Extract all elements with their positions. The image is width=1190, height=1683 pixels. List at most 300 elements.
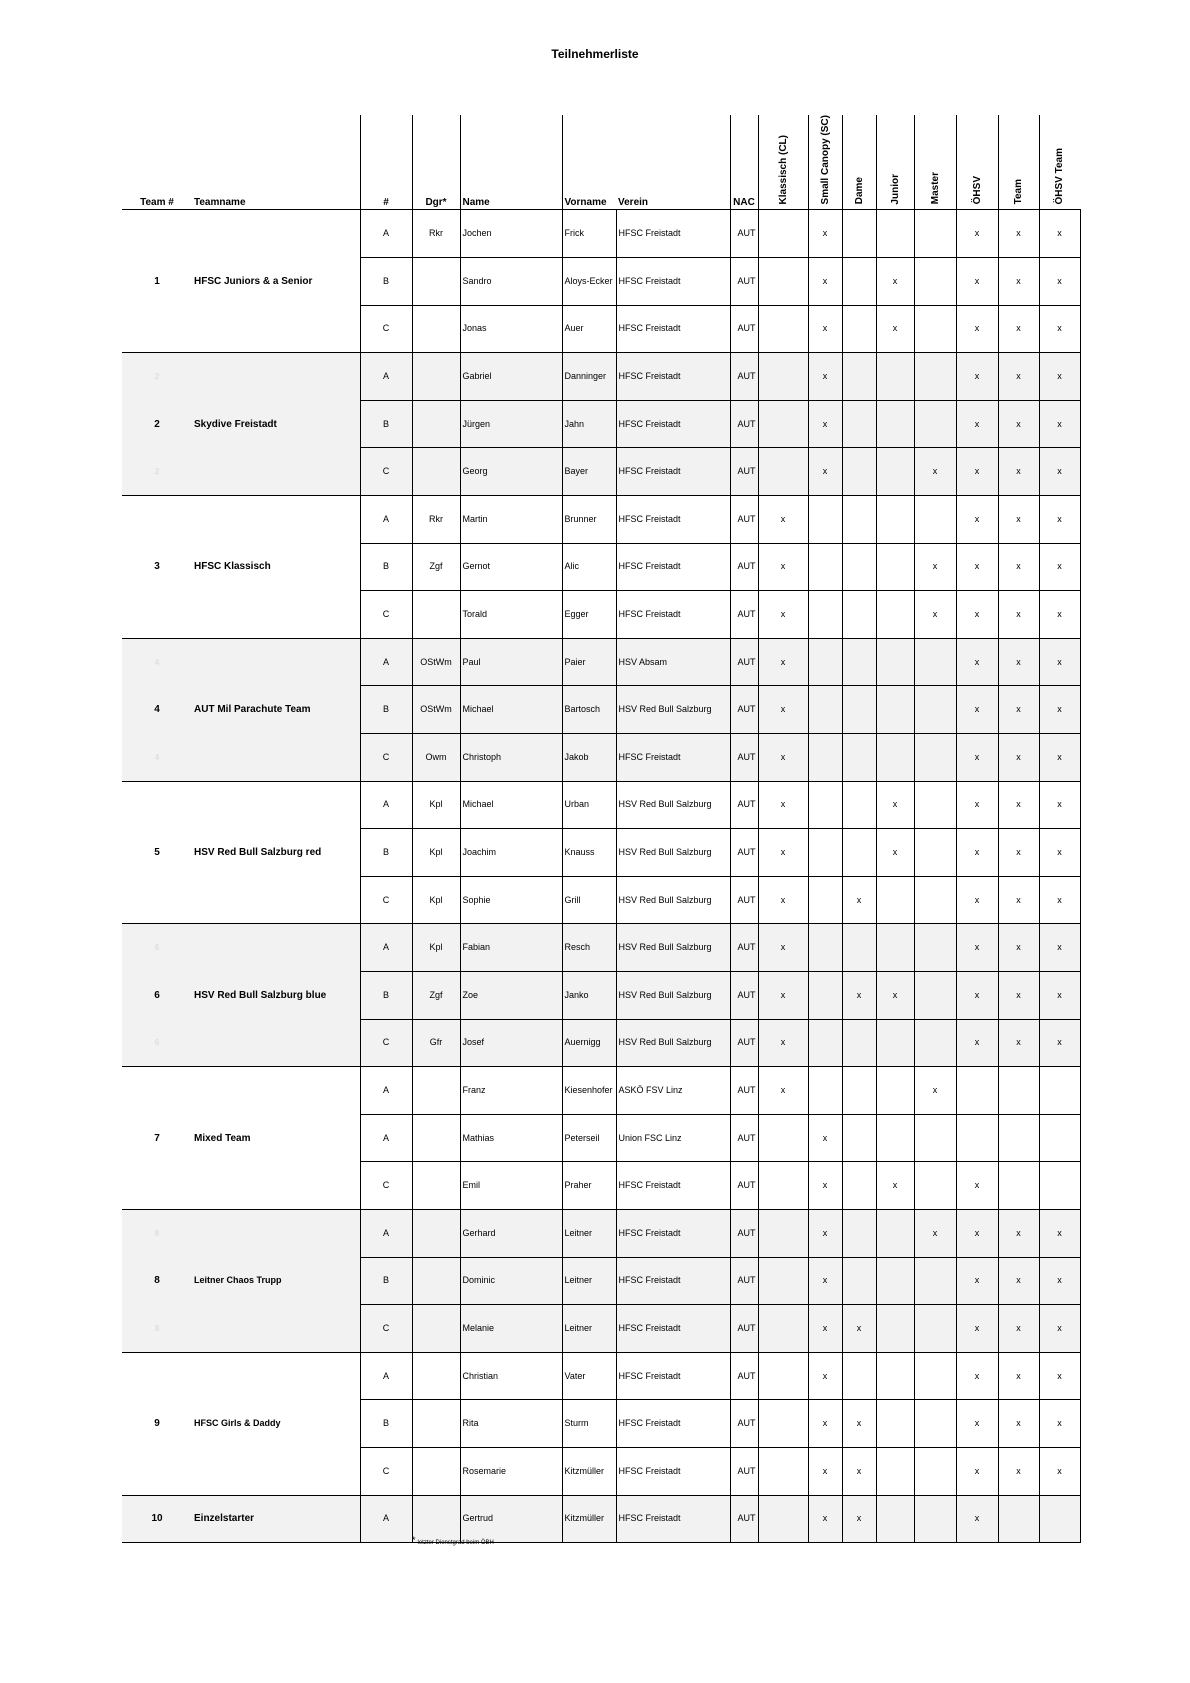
oehsv-team-mark: x bbox=[1039, 876, 1080, 924]
name: Dominic bbox=[460, 1257, 562, 1305]
header-jumper-number: # bbox=[360, 115, 412, 210]
small-canopy-mark bbox=[808, 1067, 842, 1115]
dame-mark: x bbox=[842, 1400, 876, 1448]
small-canopy-mark bbox=[808, 734, 842, 782]
junior-mark bbox=[876, 1067, 914, 1115]
klassisch-mark: x bbox=[758, 876, 808, 924]
name: Michael bbox=[460, 781, 562, 829]
name: Rita bbox=[460, 1400, 562, 1448]
name: Torald bbox=[460, 591, 562, 639]
nac: AUT bbox=[730, 638, 758, 686]
jumper-number: C bbox=[360, 1162, 412, 1210]
oehsv-team-mark: x bbox=[1039, 543, 1080, 591]
klassisch-mark bbox=[758, 400, 808, 448]
team-name: Skydive Freistadt bbox=[192, 353, 360, 496]
rank bbox=[412, 448, 460, 496]
team-mark: x bbox=[998, 1447, 1039, 1495]
junior-mark bbox=[876, 876, 914, 924]
oehsv-team-mark: x bbox=[1039, 924, 1080, 972]
klassisch-mark: x bbox=[758, 686, 808, 734]
team-number: 6 bbox=[122, 971, 192, 1019]
header-row bbox=[122, 115, 1080, 210]
oehsv-team-mark: x bbox=[1039, 1305, 1080, 1353]
jumper-number: C bbox=[360, 734, 412, 782]
team-mark: x bbox=[998, 353, 1039, 401]
name: Gernot bbox=[460, 543, 562, 591]
junior-mark bbox=[876, 496, 914, 544]
nac: AUT bbox=[730, 829, 758, 877]
team-mark: x bbox=[998, 1400, 1039, 1448]
page-title: Teilnehmerliste bbox=[551, 47, 639, 61]
jumper-number: C bbox=[360, 1019, 412, 1067]
jumper-number: C bbox=[360, 1447, 412, 1495]
team-name: HSV Red Bull Salzburg blue bbox=[192, 924, 360, 1067]
name: Joachim bbox=[460, 829, 562, 877]
junior-mark bbox=[876, 734, 914, 782]
jumper-number: A bbox=[360, 1114, 412, 1162]
header-name: Name bbox=[460, 115, 562, 210]
team-number-empty bbox=[122, 1067, 192, 1115]
oehsv-team-mark: x bbox=[1039, 734, 1080, 782]
team-mark: x bbox=[998, 400, 1039, 448]
team-mark bbox=[998, 1162, 1039, 1210]
team-number-faint: 2 bbox=[122, 353, 192, 401]
oehsv-team-mark: x bbox=[1039, 353, 1080, 401]
header-klassisch bbox=[758, 115, 808, 210]
rank: OStWm bbox=[412, 638, 460, 686]
klassisch-mark bbox=[758, 305, 808, 353]
team-number-faint: 8 bbox=[122, 1305, 192, 1353]
vorname: Bartosch bbox=[562, 686, 616, 734]
team-number-faint: 4 bbox=[122, 638, 192, 686]
oehsv-mark bbox=[956, 1114, 998, 1162]
dame-mark bbox=[842, 305, 876, 353]
header-teamname: Teamname bbox=[192, 115, 360, 210]
header-junior-label: Junior bbox=[889, 173, 901, 205]
jumper-number: A bbox=[360, 210, 412, 258]
vorname: Leitner bbox=[562, 1257, 616, 1305]
master-mark bbox=[914, 1400, 956, 1448]
rank: Rkr bbox=[412, 210, 460, 258]
klassisch-mark: x bbox=[758, 1019, 808, 1067]
small-canopy-mark: x bbox=[808, 1447, 842, 1495]
jumper-number: C bbox=[360, 1305, 412, 1353]
vorname: Knauss bbox=[562, 829, 616, 877]
small-canopy-mark: x bbox=[808, 258, 842, 306]
team-number-faint: 6 bbox=[122, 1019, 192, 1067]
small-canopy-mark bbox=[808, 1019, 842, 1067]
header-rank: Dgr* bbox=[412, 115, 460, 210]
klassisch-mark bbox=[758, 353, 808, 401]
oehsv-team-mark: x bbox=[1039, 686, 1080, 734]
team-number-faint: 8 bbox=[122, 1209, 192, 1257]
oehsv-mark: x bbox=[956, 1162, 998, 1210]
table-row bbox=[122, 496, 1080, 544]
team-mark bbox=[998, 1495, 1039, 1543]
name: Gertrud bbox=[460, 1495, 562, 1543]
team-name: AUT Mil Parachute Team bbox=[192, 638, 360, 781]
nac: AUT bbox=[730, 210, 758, 258]
jumper-number: A bbox=[360, 781, 412, 829]
team-number: 8 bbox=[122, 1257, 192, 1305]
junior-mark bbox=[876, 924, 914, 972]
klassisch-mark bbox=[758, 1209, 808, 1257]
header-klassisch-label: Klassisch (CL) bbox=[777, 135, 789, 205]
klassisch-mark bbox=[758, 1305, 808, 1353]
klassisch-mark: x bbox=[758, 496, 808, 544]
jumper-number: C bbox=[360, 448, 412, 496]
dame-mark bbox=[842, 353, 876, 401]
team-mark: x bbox=[998, 638, 1039, 686]
verein: HFSC Freistadt bbox=[616, 1495, 730, 1543]
oehsv-mark: x bbox=[956, 971, 998, 1019]
team-mark: x bbox=[998, 971, 1039, 1019]
master-mark bbox=[914, 1495, 956, 1543]
verein: HSV Red Bull Salzburg bbox=[616, 924, 730, 972]
klassisch-mark: x bbox=[758, 1067, 808, 1115]
rank bbox=[412, 1447, 460, 1495]
dame-mark: x bbox=[842, 1495, 876, 1543]
name: Martin bbox=[460, 496, 562, 544]
jumper-number: C bbox=[360, 876, 412, 924]
master-mark bbox=[914, 734, 956, 782]
oehsv-team-mark bbox=[1039, 1067, 1080, 1115]
dame-mark bbox=[842, 1352, 876, 1400]
master-mark: x bbox=[914, 448, 956, 496]
header-vorname: Vorname bbox=[562, 115, 616, 210]
rank: Owm bbox=[412, 734, 460, 782]
nac: AUT bbox=[730, 1305, 758, 1353]
header-verein: Verein bbox=[616, 115, 730, 210]
small-canopy-mark: x bbox=[808, 1257, 842, 1305]
participant-rows bbox=[122, 210, 1080, 1543]
nac: AUT bbox=[730, 1400, 758, 1448]
master-mark bbox=[914, 876, 956, 924]
team-number: 9 bbox=[154, 1418, 160, 1430]
name: Georg bbox=[460, 448, 562, 496]
jumper-number: A bbox=[360, 353, 412, 401]
junior-mark: x bbox=[876, 305, 914, 353]
oehsv-team-mark: x bbox=[1039, 210, 1080, 258]
jumper-number: A bbox=[360, 924, 412, 972]
oehsv-mark: x bbox=[956, 448, 998, 496]
rank: Zgf bbox=[412, 971, 460, 1019]
team-number: 7 bbox=[154, 1132, 160, 1144]
junior-mark: x bbox=[876, 1162, 914, 1210]
team-name: HFSC Girls & Daddy bbox=[192, 1352, 360, 1495]
master-mark bbox=[914, 781, 956, 829]
name: Gerhard bbox=[460, 1209, 562, 1257]
klassisch-mark bbox=[758, 448, 808, 496]
nac: AUT bbox=[730, 734, 758, 782]
small-canopy-mark bbox=[808, 638, 842, 686]
team-mark: x bbox=[998, 591, 1039, 639]
oehsv-mark: x bbox=[956, 781, 998, 829]
verein: HSV Red Bull Salzburg bbox=[616, 876, 730, 924]
vorname: Janko bbox=[562, 971, 616, 1019]
dame-mark bbox=[842, 734, 876, 782]
verein: HSV Red Bull Salzburg bbox=[616, 781, 730, 829]
nac: AUT bbox=[730, 448, 758, 496]
header-dame bbox=[842, 115, 876, 210]
team-mark: x bbox=[998, 924, 1039, 972]
oehsv-mark: x bbox=[956, 1209, 998, 1257]
verein: HSV Red Bull Salzburg bbox=[616, 971, 730, 1019]
small-canopy-mark: x bbox=[808, 1305, 842, 1353]
dame-mark bbox=[842, 400, 876, 448]
verein: HFSC Freistadt bbox=[616, 1305, 730, 1353]
table-row bbox=[122, 1495, 1080, 1543]
junior-mark bbox=[876, 1257, 914, 1305]
rank: Gfr bbox=[412, 1019, 460, 1067]
master-mark bbox=[914, 400, 956, 448]
table-row bbox=[122, 353, 1080, 401]
junior-mark bbox=[876, 1495, 914, 1543]
master-mark bbox=[914, 1257, 956, 1305]
vorname: Sturm bbox=[562, 1400, 616, 1448]
team-name: HSV Red Bull Salzburg red bbox=[192, 781, 360, 924]
team-name: HFSC Juniors & a Senior bbox=[192, 210, 360, 353]
dame-mark bbox=[842, 638, 876, 686]
nac: AUT bbox=[730, 924, 758, 972]
name: Emil bbox=[460, 1162, 562, 1210]
dame-mark: x bbox=[842, 1305, 876, 1353]
verein: HFSC Freistadt bbox=[616, 305, 730, 353]
small-canopy-mark: x bbox=[808, 400, 842, 448]
name: Jochen bbox=[460, 210, 562, 258]
jumper-number: A bbox=[360, 1209, 412, 1257]
vorname: Leitner bbox=[562, 1305, 616, 1353]
vorname: Frick bbox=[562, 210, 616, 258]
header-oehsv-label: ÖHSV bbox=[971, 176, 983, 205]
oehsv-team-mark: x bbox=[1039, 1400, 1080, 1448]
jumper-number: A bbox=[360, 1495, 412, 1543]
rank bbox=[412, 305, 460, 353]
oehsv-team-mark bbox=[1039, 1162, 1080, 1210]
team-number-empty bbox=[122, 1447, 192, 1495]
rank bbox=[412, 1305, 460, 1353]
rank bbox=[412, 400, 460, 448]
verein: HFSC Freistadt bbox=[616, 734, 730, 782]
junior-mark bbox=[876, 686, 914, 734]
rank: Zgf bbox=[412, 543, 460, 591]
rank bbox=[412, 258, 460, 306]
dame-mark bbox=[842, 591, 876, 639]
verein: HSV Absam bbox=[616, 638, 730, 686]
rank bbox=[412, 1162, 460, 1210]
team-number: 5 bbox=[154, 846, 160, 858]
oehsv-mark: x bbox=[956, 638, 998, 686]
header-team-label: Team bbox=[1013, 179, 1024, 205]
name: Michael bbox=[460, 686, 562, 734]
small-canopy-mark: x bbox=[808, 448, 842, 496]
oehsv-team-mark: x bbox=[1039, 781, 1080, 829]
jumper-number: A bbox=[360, 1352, 412, 1400]
master-mark bbox=[914, 971, 956, 1019]
rank bbox=[412, 1209, 460, 1257]
nac: AUT bbox=[730, 543, 758, 591]
master-mark bbox=[914, 686, 956, 734]
oehsv-mark: x bbox=[956, 876, 998, 924]
small-canopy-mark: x bbox=[808, 1400, 842, 1448]
junior-mark bbox=[876, 1305, 914, 1353]
klassisch-mark: x bbox=[758, 829, 808, 877]
verein: HFSC Freistadt bbox=[616, 1209, 730, 1257]
team-mark: x bbox=[998, 496, 1039, 544]
name: Paul bbox=[460, 638, 562, 686]
rank: Rkr bbox=[412, 496, 460, 544]
oehsv-team-mark: x bbox=[1039, 448, 1080, 496]
header-small-canopy-label: Small Canopy (SC) bbox=[819, 115, 831, 205]
rank bbox=[412, 1352, 460, 1400]
header-team-number: Team # bbox=[122, 115, 192, 210]
name: Sophie bbox=[460, 876, 562, 924]
team-number-empty bbox=[122, 781, 192, 829]
verein: HFSC Freistadt bbox=[616, 496, 730, 544]
verein: HSV Red Bull Salzburg bbox=[616, 686, 730, 734]
rank: Kpl bbox=[412, 876, 460, 924]
dame-mark bbox=[842, 781, 876, 829]
klassisch-mark: x bbox=[758, 591, 808, 639]
junior-mark bbox=[876, 1352, 914, 1400]
team-number-empty bbox=[122, 1352, 192, 1400]
table-row bbox=[122, 1352, 1080, 1400]
rank: Kpl bbox=[412, 781, 460, 829]
team-mark: x bbox=[998, 1305, 1039, 1353]
oehsv-mark: x bbox=[956, 591, 998, 639]
oehsv-mark: x bbox=[956, 1305, 998, 1353]
vorname: Kiesenhofer bbox=[562, 1067, 616, 1115]
junior-mark bbox=[876, 448, 914, 496]
jumper-number: B bbox=[360, 400, 412, 448]
small-canopy-mark bbox=[808, 829, 842, 877]
dame-mark: x bbox=[842, 876, 876, 924]
name: Christoph bbox=[460, 734, 562, 782]
jumper-number: A bbox=[360, 638, 412, 686]
junior-mark bbox=[876, 1019, 914, 1067]
master-mark bbox=[914, 638, 956, 686]
oehsv-mark: x bbox=[956, 496, 998, 544]
team-mark: x bbox=[998, 734, 1039, 782]
klassisch-mark: x bbox=[758, 924, 808, 972]
junior-mark bbox=[876, 1209, 914, 1257]
jumper-number: B bbox=[360, 971, 412, 1019]
oehsv-mark bbox=[956, 1067, 998, 1115]
oehsv-team-mark: x bbox=[1039, 496, 1080, 544]
master-mark bbox=[914, 258, 956, 306]
nac: AUT bbox=[730, 1019, 758, 1067]
dame-mark bbox=[842, 1209, 876, 1257]
klassisch-mark bbox=[758, 258, 808, 306]
dame-mark bbox=[842, 258, 876, 306]
oehsv-mark: x bbox=[956, 924, 998, 972]
junior-mark bbox=[876, 638, 914, 686]
team-number-empty bbox=[122, 305, 192, 353]
team-number-faint: 4 bbox=[122, 734, 192, 782]
name: Josef bbox=[460, 1019, 562, 1067]
vorname: Praher bbox=[562, 1162, 616, 1210]
vorname: Resch bbox=[562, 924, 616, 972]
master-mark: x bbox=[914, 543, 956, 591]
header-nac: NAC bbox=[730, 115, 758, 210]
nac: AUT bbox=[730, 1162, 758, 1210]
junior-mark bbox=[876, 210, 914, 258]
nac: AUT bbox=[730, 258, 758, 306]
oehsv-team-mark: x bbox=[1039, 1209, 1080, 1257]
team-mark: x bbox=[998, 829, 1039, 877]
verein: Union FSC Linz bbox=[616, 1114, 730, 1162]
verein: HFSC Freistadt bbox=[616, 353, 730, 401]
nac: AUT bbox=[730, 591, 758, 639]
jumper-number: B bbox=[360, 258, 412, 306]
vorname: Leitner bbox=[562, 1209, 616, 1257]
vorname: Auer bbox=[562, 305, 616, 353]
small-canopy-mark bbox=[808, 876, 842, 924]
klassisch-mark bbox=[758, 1162, 808, 1210]
team-number-empty bbox=[122, 876, 192, 924]
oehsv-mark: x bbox=[956, 543, 998, 591]
dame-mark bbox=[842, 543, 876, 591]
oehsv-mark: x bbox=[956, 686, 998, 734]
oehsv-mark: x bbox=[956, 210, 998, 258]
dame-mark bbox=[842, 686, 876, 734]
oehsv-team-mark: x bbox=[1039, 1352, 1080, 1400]
oehsv-mark: x bbox=[956, 734, 998, 782]
header-oehsv bbox=[956, 115, 998, 210]
oehsv-team-mark: x bbox=[1039, 591, 1080, 639]
team-number-empty bbox=[122, 591, 192, 639]
rank bbox=[412, 353, 460, 401]
jumper-number: A bbox=[360, 1067, 412, 1115]
jumper-number: B bbox=[360, 829, 412, 877]
team-name: HFSC Klassisch bbox=[192, 496, 360, 639]
nac: AUT bbox=[730, 971, 758, 1019]
name: Christian bbox=[460, 1352, 562, 1400]
vorname: Danninger bbox=[562, 353, 616, 401]
oehsv-team-mark: x bbox=[1039, 258, 1080, 306]
oehsv-team-mark bbox=[1039, 1114, 1080, 1162]
dame-mark bbox=[842, 829, 876, 877]
oehsv-mark: x bbox=[956, 1400, 998, 1448]
klassisch-mark bbox=[758, 1352, 808, 1400]
team-mark: x bbox=[998, 210, 1039, 258]
dame-mark bbox=[842, 1162, 876, 1210]
master-mark bbox=[914, 210, 956, 258]
small-canopy-mark: x bbox=[808, 1495, 842, 1543]
team-mark: x bbox=[998, 686, 1039, 734]
team-mark: x bbox=[998, 781, 1039, 829]
small-canopy-mark: x bbox=[808, 1209, 842, 1257]
verein: HFSC Freistadt bbox=[616, 400, 730, 448]
vorname: Alic bbox=[562, 543, 616, 591]
rank: Kpl bbox=[412, 829, 460, 877]
oehsv-team-mark: x bbox=[1039, 1447, 1080, 1495]
oehsv-team-mark: x bbox=[1039, 971, 1080, 1019]
table-row bbox=[122, 924, 1080, 972]
master-mark bbox=[914, 924, 956, 972]
header-team bbox=[998, 115, 1039, 210]
name: Rosemarie bbox=[460, 1447, 562, 1495]
small-canopy-mark: x bbox=[808, 353, 842, 401]
klassisch-mark bbox=[758, 210, 808, 258]
name: Melanie bbox=[460, 1305, 562, 1353]
header-oehsv-team-label: ÖHSV Team bbox=[1054, 147, 1066, 205]
verein: HSV Red Bull Salzburg bbox=[616, 829, 730, 877]
klassisch-mark bbox=[758, 1447, 808, 1495]
name: Mathias bbox=[460, 1114, 562, 1162]
verein: HSV Red Bull Salzburg bbox=[616, 1019, 730, 1067]
klassisch-mark: x bbox=[758, 638, 808, 686]
